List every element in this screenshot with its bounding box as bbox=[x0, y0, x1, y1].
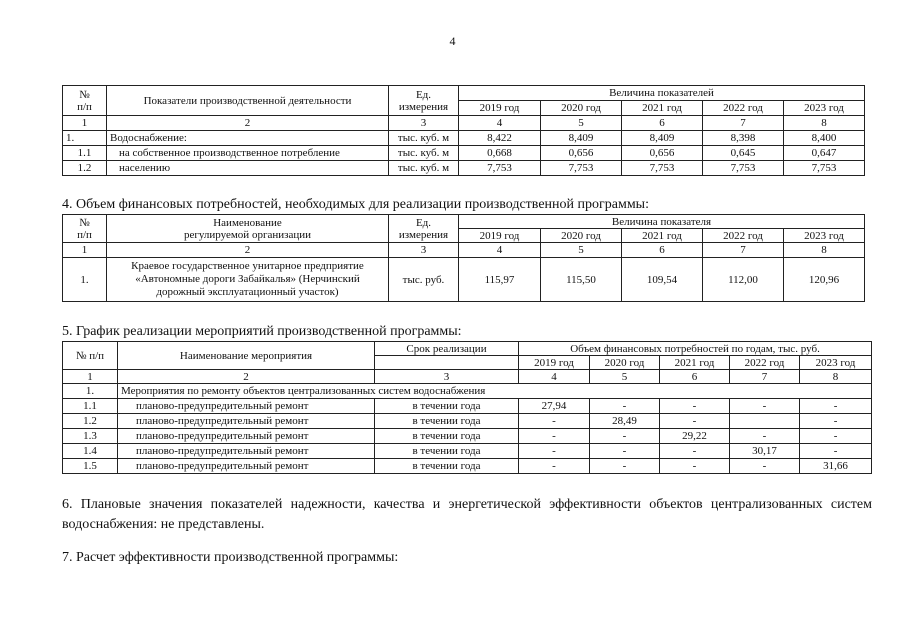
header-number: № п/п bbox=[63, 86, 107, 116]
row-term: в течении года bbox=[375, 399, 519, 414]
row-term: в течении года bbox=[375, 414, 519, 429]
col-number: 8 bbox=[784, 116, 865, 131]
row-unit: тыс. руб. bbox=[389, 258, 459, 302]
row-value: - bbox=[660, 444, 730, 459]
row-unit: тыс. куб. м bbox=[389, 146, 459, 161]
table-row bbox=[63, 444, 872, 459]
col-number: 4 bbox=[459, 116, 541, 131]
row-name: планово-предупредительный ремонт bbox=[118, 429, 375, 444]
col-number: 5 bbox=[541, 116, 622, 131]
row-value: - bbox=[519, 429, 590, 444]
col-number: 6 bbox=[660, 370, 730, 384]
row-value: - bbox=[590, 459, 660, 474]
header-number: № п/п bbox=[63, 215, 107, 243]
row-value: - bbox=[730, 429, 800, 444]
row-value: - bbox=[519, 414, 590, 429]
col-number: 3 bbox=[389, 116, 459, 131]
table-row bbox=[63, 131, 865, 146]
col-number: 4 bbox=[459, 243, 541, 258]
row-name: планово-предупредительный ремонт bbox=[118, 444, 375, 459]
row-value: - bbox=[800, 444, 872, 459]
header-values: Величина показателя bbox=[459, 215, 865, 229]
row-name: Водоснабжение: bbox=[107, 131, 389, 146]
header-values: Объем финансовых потребностей по годам, тыс. руб. bbox=[519, 342, 872, 356]
row-value: - bbox=[519, 459, 590, 474]
row-name: планово-предупредительный ремонт bbox=[118, 414, 375, 429]
header-term: Срок реализации bbox=[375, 342, 519, 356]
header-unit: Ед. измерения bbox=[389, 86, 459, 116]
group-name: Мероприятия по ремонту объектов централизованных систем водоснабжения bbox=[118, 384, 872, 399]
column-number-row bbox=[63, 243, 865, 258]
row-unit: тыс. куб. м bbox=[389, 161, 459, 176]
row-number: 1. bbox=[63, 131, 107, 146]
table-row bbox=[63, 161, 865, 176]
row-value: 7,753 bbox=[703, 161, 784, 176]
table-row bbox=[63, 258, 865, 302]
row-number: 1. bbox=[63, 258, 107, 302]
row-number: 1.5 bbox=[63, 459, 118, 474]
year-header: 2020 год bbox=[590, 356, 660, 370]
group-number: 1. bbox=[63, 384, 118, 399]
table-row bbox=[63, 399, 872, 414]
row-value: - bbox=[730, 459, 800, 474]
year-header: 2023 год bbox=[784, 229, 865, 243]
year-header: 2021 год bbox=[660, 356, 730, 370]
col-number: 7 bbox=[703, 116, 784, 131]
header-name: Наименование мероприятия bbox=[118, 342, 375, 370]
header-indicator: Показатели производственной деятельности bbox=[107, 86, 389, 116]
group-row bbox=[63, 384, 872, 399]
row-value: 31,66 bbox=[800, 459, 872, 474]
row-value: 115,97 bbox=[459, 258, 541, 302]
row-value: - bbox=[660, 459, 730, 474]
production-indicators-table bbox=[62, 85, 865, 176]
row-value: 7,753 bbox=[541, 161, 622, 176]
row-value: - bbox=[590, 399, 660, 414]
row-value: 112,00 bbox=[703, 258, 784, 302]
year-header: 2023 год bbox=[784, 101, 865, 116]
year-header: 2019 год bbox=[519, 356, 590, 370]
year-header: 2022 год bbox=[703, 101, 784, 116]
row-number: 1.2 bbox=[63, 161, 107, 176]
row-term: в течении года bbox=[375, 459, 519, 474]
row-value: - bbox=[660, 399, 730, 414]
col-number: 2 bbox=[107, 243, 389, 258]
row-value: 115,50 bbox=[541, 258, 622, 302]
row-number: 1.2 bbox=[63, 414, 118, 429]
row-value: 0,668 bbox=[459, 146, 541, 161]
row-value bbox=[730, 414, 800, 429]
section-7-text: 7. Расчет эффективности производственной программы: bbox=[62, 550, 399, 565]
row-name: планово-предупредительный ремонт bbox=[118, 399, 375, 414]
col-number: 4 bbox=[519, 370, 590, 384]
row-term: в течении года bbox=[375, 429, 519, 444]
col-number: 3 bbox=[389, 243, 459, 258]
row-name: населению bbox=[107, 161, 389, 176]
row-value: - bbox=[590, 444, 660, 459]
row-value: 8,409 bbox=[622, 131, 703, 146]
row-organization: Краевое государственное унитарное предприятие «Автономные дороги Забайкалья» (Нерчинский дорожный эксплуатационный участок) bbox=[107, 258, 389, 302]
row-value: 0,645 bbox=[703, 146, 784, 161]
col-number: 1 bbox=[63, 370, 118, 384]
col-number: 8 bbox=[800, 370, 872, 384]
year-header: 2022 год bbox=[730, 356, 800, 370]
row-number: 1.1 bbox=[63, 146, 107, 161]
year-header: 2021 год bbox=[622, 101, 703, 116]
row-value: 8,409 bbox=[541, 131, 622, 146]
section-6-text: 6. Плановые значения показателей надежности, качества и энергетической эффективности объектов централизованных систем водоснабжения: не представлены. bbox=[62, 497, 872, 532]
header-organization: Наименование регулируемой организации bbox=[107, 215, 389, 243]
col-number: 6 bbox=[622, 243, 703, 258]
row-value: 0,656 bbox=[541, 146, 622, 161]
schedule-table bbox=[62, 341, 872, 474]
row-value: 27,94 bbox=[519, 399, 590, 414]
col-number: 2 bbox=[118, 370, 375, 384]
year-header: 2020 год bbox=[541, 101, 622, 116]
section-4-heading: 4. Объем финансовых потребностей, необходимых для реализации производственной программы: bbox=[62, 197, 649, 212]
year-header: 2020 год bbox=[541, 229, 622, 243]
year-header: 2019 год bbox=[459, 229, 541, 243]
row-value: - bbox=[590, 429, 660, 444]
col-number: 6 bbox=[622, 116, 703, 131]
financial-needs-table bbox=[62, 214, 865, 302]
table-row bbox=[63, 459, 872, 474]
row-value: 0,647 bbox=[784, 146, 865, 161]
row-value: - bbox=[519, 444, 590, 459]
year-header: 2019 год bbox=[459, 101, 541, 116]
col-number: 1 bbox=[63, 243, 107, 258]
row-unit: тыс. куб. м bbox=[389, 131, 459, 146]
table-row bbox=[63, 146, 865, 161]
row-number: 1.3 bbox=[63, 429, 118, 444]
row-term: в течении года bbox=[375, 444, 519, 459]
col-number: 5 bbox=[541, 243, 622, 258]
row-value: 8,398 bbox=[703, 131, 784, 146]
row-value: 28,49 bbox=[590, 414, 660, 429]
year-header: 2023 год bbox=[800, 356, 872, 370]
row-value: 7,753 bbox=[622, 161, 703, 176]
row-value: 29,22 bbox=[660, 429, 730, 444]
row-number: 1.1 bbox=[63, 399, 118, 414]
row-value: 8,400 bbox=[784, 131, 865, 146]
column-number-row bbox=[63, 116, 865, 131]
col-number: 8 bbox=[784, 243, 865, 258]
row-name: планово-предупредительный ремонт bbox=[118, 459, 375, 474]
row-value: 0,656 bbox=[622, 146, 703, 161]
table-row bbox=[63, 414, 872, 429]
column-number-row bbox=[63, 370, 872, 384]
row-value: - bbox=[800, 399, 872, 414]
year-header: 2022 год bbox=[703, 229, 784, 243]
section-5-heading: 5. График реализации мероприятий производственной программы: bbox=[62, 324, 462, 339]
row-value: 109,54 bbox=[622, 258, 703, 302]
row-value: 7,753 bbox=[459, 161, 541, 176]
header-number: № п/п bbox=[63, 342, 118, 370]
col-number: 2 bbox=[107, 116, 389, 131]
row-name: на собственное производственное потребление bbox=[107, 146, 389, 161]
header-term-empty bbox=[375, 356, 519, 370]
row-value: 120,96 bbox=[784, 258, 865, 302]
row-value: - bbox=[800, 429, 872, 444]
col-number: 7 bbox=[703, 243, 784, 258]
col-number: 5 bbox=[590, 370, 660, 384]
row-number: 1.4 bbox=[63, 444, 118, 459]
table-row bbox=[63, 429, 872, 444]
row-value: - bbox=[730, 399, 800, 414]
row-value: 8,422 bbox=[459, 131, 541, 146]
row-value: 30,17 bbox=[730, 444, 800, 459]
header-values: Величина показателей bbox=[459, 86, 865, 101]
year-header: 2021 год bbox=[622, 229, 703, 243]
col-number: 1 bbox=[63, 116, 107, 131]
page-number: 4 bbox=[449, 34, 456, 48]
header-unit: Ед. измерения bbox=[389, 215, 459, 243]
col-number: 7 bbox=[730, 370, 800, 384]
row-value: - bbox=[800, 414, 872, 429]
col-number: 3 bbox=[375, 370, 519, 384]
row-value: - bbox=[660, 414, 730, 429]
row-value: 7,753 bbox=[784, 161, 865, 176]
